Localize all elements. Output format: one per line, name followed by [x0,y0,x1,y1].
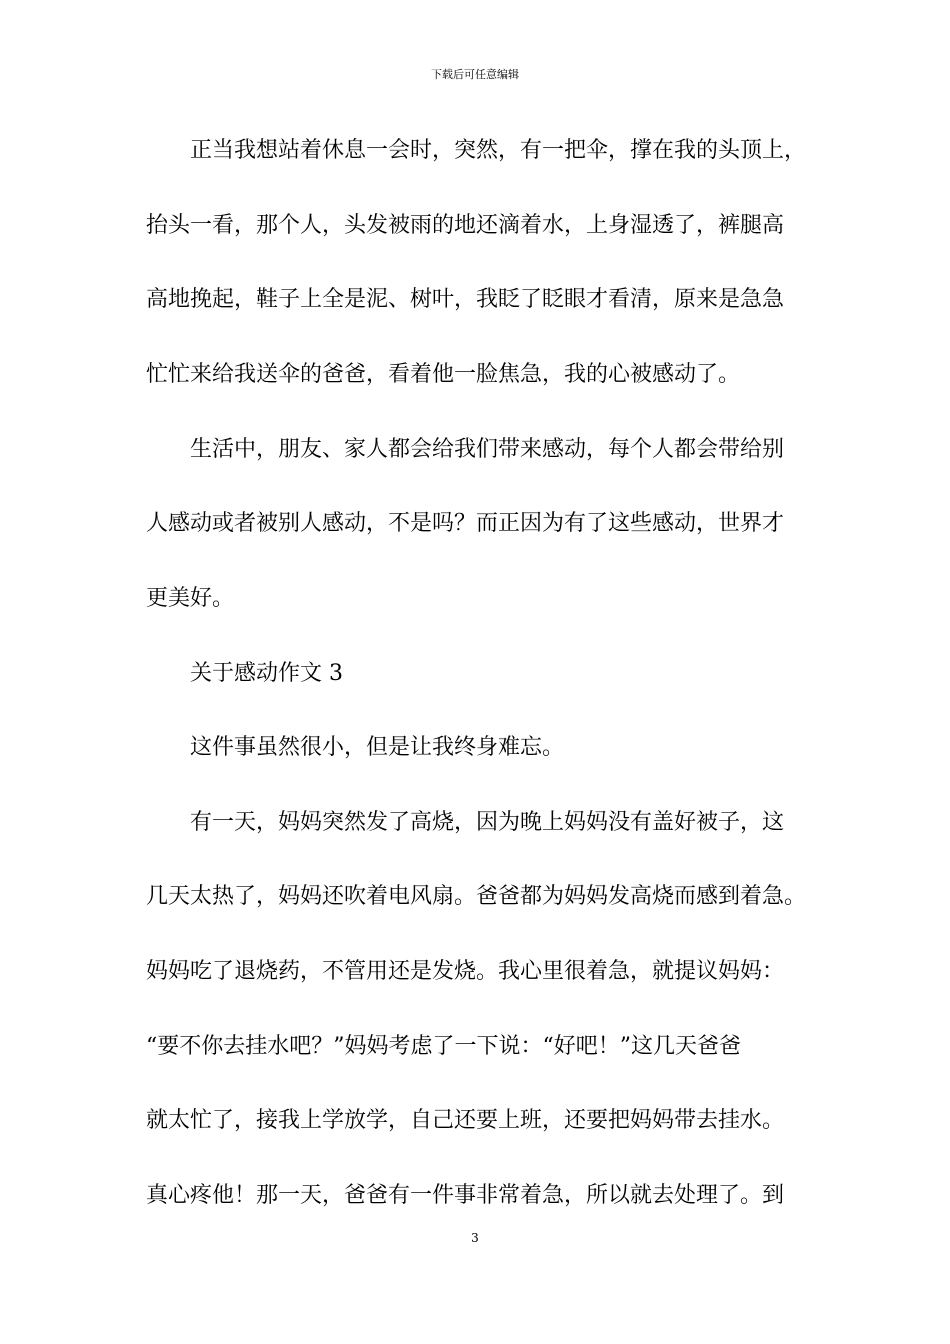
page-header: 下载后可任意编辑 [431,68,519,81]
text-line: 妈妈吃了退烧药，不管用还是发烧。我心里很着急，就提议妈妈： [146,959,785,984]
text-line: 抬头一看，那个人，头发被雨的地还滴着水，上身湿透了，裤腿高 [146,213,785,238]
text-line: 人感动或者被别人感动，不是吗？而正因为有了这些感动，世界才 [146,511,785,536]
text-line: 忙忙来给我送伞的爸爸，看着他一脸焦急，我的心被感动了。 [146,362,741,387]
page-number: 3 [471,1231,479,1245]
text-line: 正当我想站着休息一会时，突然，有一把伞，撑在我的头顶上， [190,138,807,163]
text-line: “要不你去挂水吧？”妈妈考虑了一下说：“好吧！”这几天爸爸 [146,1034,741,1059]
text-line: 更美好。 [146,586,235,611]
text-line: 就太忙了，接我上学放学，自己还要上班，还要把妈妈带去挂水。 [146,1108,785,1133]
text-line: 生活中，朋友、家人都会给我们带来感动，每个人都会带给别 [190,437,785,462]
text-line: 几天太热了，妈妈还吹着电风扇。爸爸都为妈妈发高烧而感到着急。 [146,884,807,909]
text-line: 有一天，妈妈突然发了高烧，因为晚上妈妈没有盖好被子，这 [190,810,785,835]
text-line: 这件事虽然很小，但是让我终身难忘。 [190,735,565,760]
section-heading: 关于感动作文 3 [190,661,343,686]
text-line: 高地挽起，鞋子上全是泥、树叶，我眨了眨眼才看清，原来是急急 [146,287,785,312]
text-line: 真心疼他！那一天，爸爸有一件事非常着急，所以就去处理了。到 [146,1183,785,1208]
